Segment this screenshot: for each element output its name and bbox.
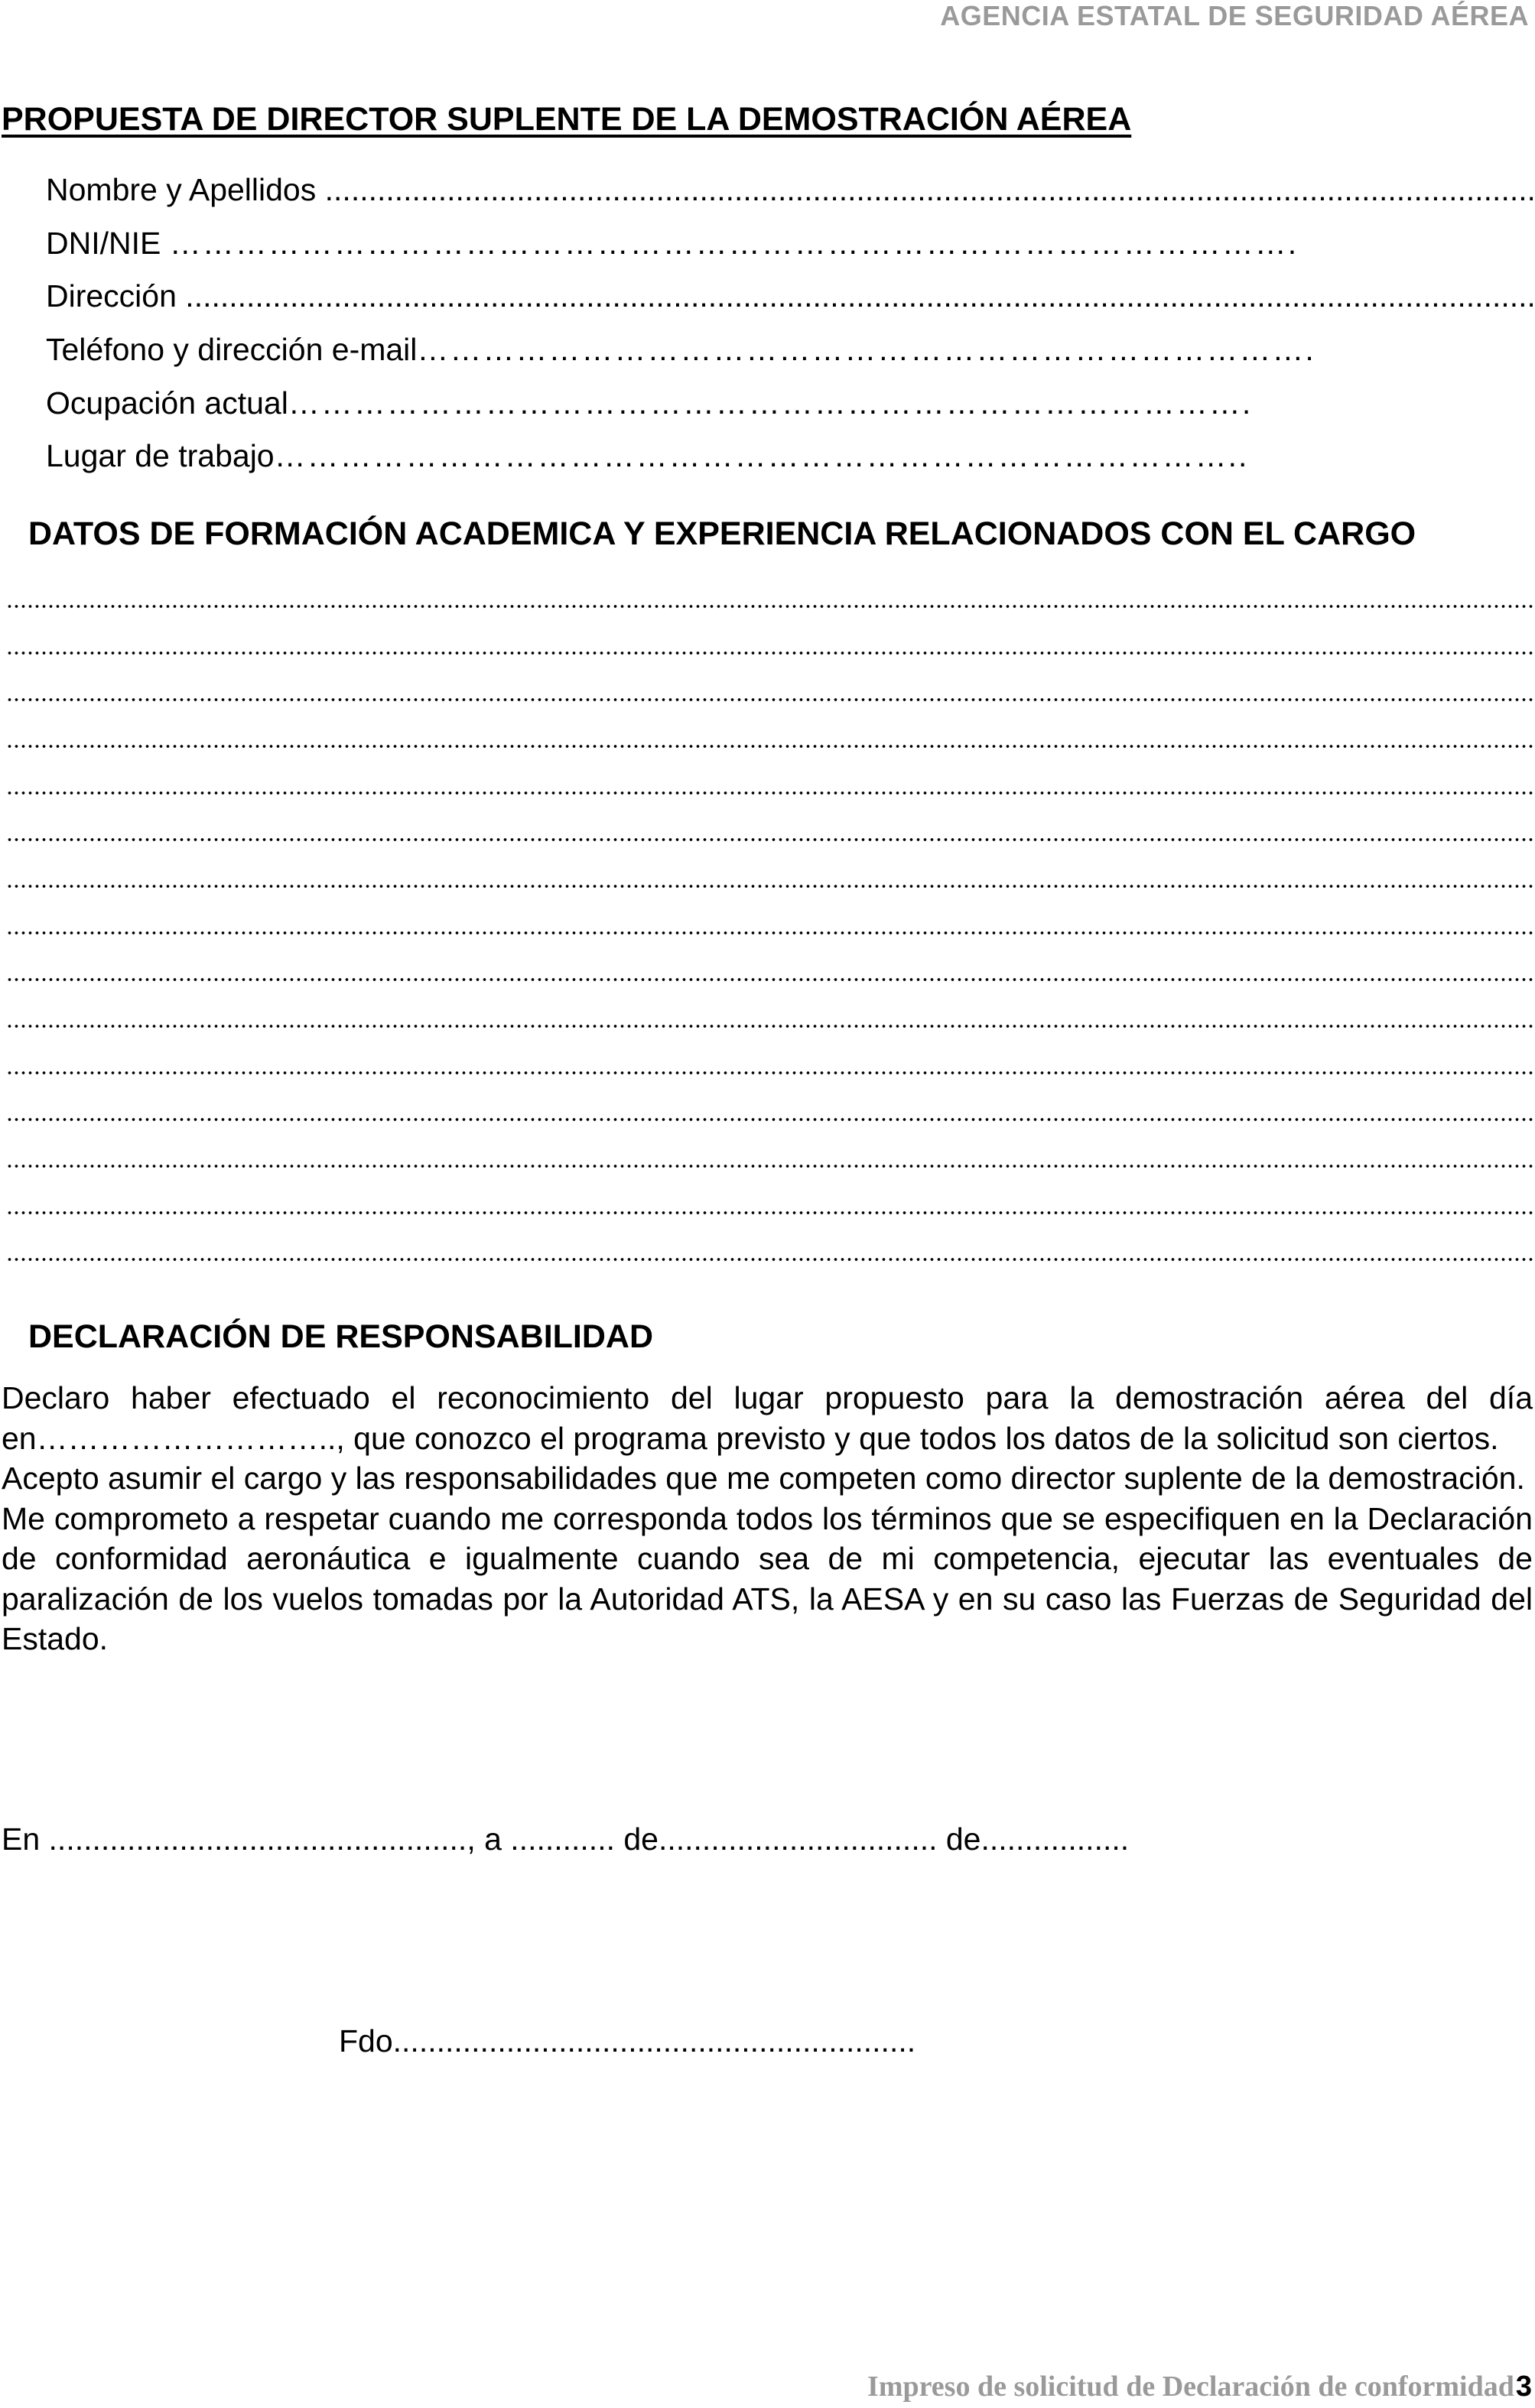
training-line[interactable]	[6, 1132, 1533, 1178]
agency-header: AGENCIA ESTATAL DE SEGURIDAD AÉREA	[940, 0, 1529, 31]
form-title: PROPUESTA DE DIRECTOR SUPLENTE DE LA DEMOSTRACIÓN AÉREA	[2, 101, 1132, 138]
training-line[interactable]	[6, 1178, 1533, 1225]
workplace-field[interactable]	[46, 436, 1533, 476]
training-line[interactable]	[6, 899, 1533, 945]
training-line[interactable]	[6, 1085, 1533, 1132]
address-label: Dirección	[46, 278, 177, 314]
declaration-paragraph: Declaro haber efectuado el reconocimiento del lugar propuesto para la demostración aérea del día en……………………….., que conozco el programa previsto y que todos los datos de la solicitud son ciertos.	[2, 1380, 1533, 1456]
contact-field[interactable]	[46, 330, 1533, 369]
training-line[interactable]	[6, 1038, 1533, 1085]
occupation-field[interactable]	[46, 383, 1533, 423]
occupation-label: Ocupación actual	[46, 385, 288, 421]
contact-fill: ……………………………………………………………………….	[417, 332, 1315, 367]
name-label: Nombre y Apellidos	[46, 172, 317, 207]
training-line[interactable]	[6, 805, 1533, 852]
training-heading: DATOS DE FORMACIÓN ACADEMICA Y EXPERIENCIA RELACIONADOS CON EL CARGO	[28, 515, 1416, 552]
address-field[interactable]	[46, 276, 1533, 316]
training-line[interactable]	[6, 852, 1533, 899]
signature-line[interactable]: Fdo............................................................	[339, 2023, 916, 2059]
place-date-line[interactable]: En ................................................, a ............ de................................ de.................	[2, 1821, 1130, 1857]
training-line[interactable]	[6, 665, 1533, 712]
name-field[interactable]	[46, 170, 1533, 210]
training-line[interactable]	[6, 619, 1533, 665]
training-line[interactable]	[6, 712, 1533, 759]
page-footer	[867, 2370, 1532, 2403]
workplace-fill: ……………………………………………………………………………..	[274, 438, 1249, 473]
declaration-paragraph: Acepto asumir el cargo y las responsabilidades que me competen como director suplente de la demostración.	[2, 1461, 1525, 1496]
page-number: 3	[1515, 2371, 1532, 2403]
training-line[interactable]	[6, 992, 1533, 1038]
dni-field[interactable]	[46, 223, 1533, 263]
workplace-label: Lugar de trabajo	[46, 438, 275, 473]
contact-label: Teléfono y dirección e-mail	[46, 332, 418, 367]
training-text-area[interactable]	[6, 572, 1533, 1272]
occupation-fill: …………………………………………………………………………….	[288, 385, 1253, 421]
training-line[interactable]	[6, 1225, 1533, 1272]
training-line[interactable]	[6, 945, 1533, 992]
dni-label: DNI/NIE	[46, 226, 161, 261]
training-line[interactable]	[6, 572, 1533, 619]
declaration-body	[2, 1378, 1533, 1659]
training-line[interactable]	[6, 759, 1533, 805]
dni-fill: ………………………………………………………………………………………….	[169, 226, 1299, 261]
declaration-heading: DECLARACIÓN DE RESPONSABILIDAD	[28, 1318, 654, 1355]
declaration-paragraph: Me comprometo a respetar cuando me corresponda todos los términos que se especifiquen en la Declaración de conformidad aeronáutica e igualmente cuando sea de mi competencia, ejecutar las eventuales de paralización de los vuelos tomadas por la Autoridad ATS, la AESA y en su caso las Fuerzas de Seguridad del Estado.	[2, 1500, 1533, 1656]
footer-text: Impreso de solicitud de Declaración de conformidad	[867, 2371, 1514, 2403]
